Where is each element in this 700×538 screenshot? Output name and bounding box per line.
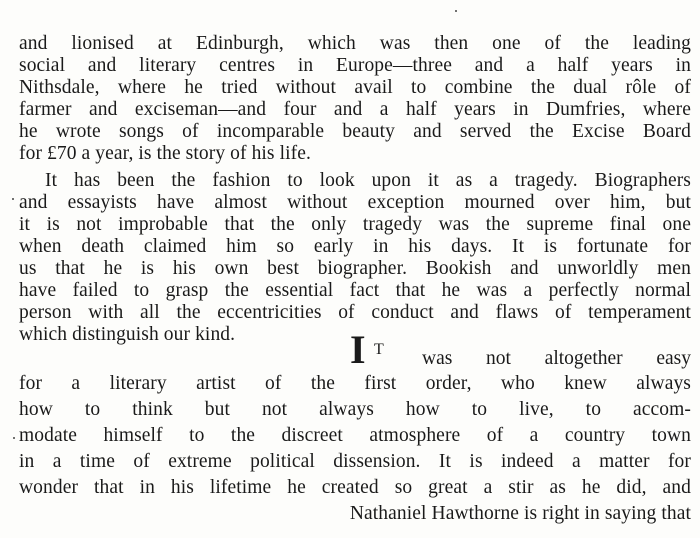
print-speck: [455, 10, 457, 12]
dropcap-first-line: [350, 327, 691, 372]
text-line: Nathaniel Hawthorne is right in saying that: [349, 503, 691, 524]
text-line: how to think but not always how to live, to accom-: [19, 399, 691, 420]
text-line: modate himself to the discreet atmosphere of a country town: [19, 425, 691, 446]
text-line: and lionised at Edinburgh, which was then one of the leading: [19, 33, 691, 54]
text-line: wonder that in his lifetime he created so great a stir as he did, and: [19, 477, 691, 498]
text-line: have failed to grasp the essential fact that he was a perfectly normal: [19, 280, 691, 301]
text-line: it is not improbable that the only tragedy was the supreme final one: [19, 214, 691, 235]
dropcap-letter: I: [350, 327, 366, 372]
text-line: which distinguish our kind.: [19, 324, 236, 345]
text-line: for a literary artist of the first order, who knew always: [19, 373, 691, 394]
dropcap-rest: T: [374, 341, 385, 358]
text-line: when death claimed him so early in his days. It is fortunate for: [19, 236, 691, 257]
text-line: Nithsdale, where he tried without avail to combine the dual rôle of: [19, 77, 691, 98]
print-speck: [12, 198, 14, 200]
text-line: social and literary centres in Europe—three and a half years in: [19, 55, 691, 76]
text-line: for £70 a year, is the story of his life.: [19, 143, 311, 164]
text-line: It has been the fashion to look upon it as a tragedy. Biographers: [45, 170, 691, 191]
text-line: in a time of extreme political dissension. It is indeed a matter for: [19, 451, 691, 472]
text-line: and essayists have almost without exception mourned over him, but: [19, 192, 691, 213]
text-line: he wrote songs of incomparable beauty and served the Excise Board: [19, 121, 691, 142]
text-line: person with all the eccentricities of conduct and flaws of temperament: [19, 302, 691, 323]
text-line: was not altogether easy: [422, 348, 691, 369]
text-line: farmer and exciseman—and four and a half years in Dumfries, where: [19, 99, 691, 120]
text-line: us that he is his own best biographer. Bookish and unworldly men: [19, 258, 691, 279]
print-speck: [13, 437, 15, 439]
